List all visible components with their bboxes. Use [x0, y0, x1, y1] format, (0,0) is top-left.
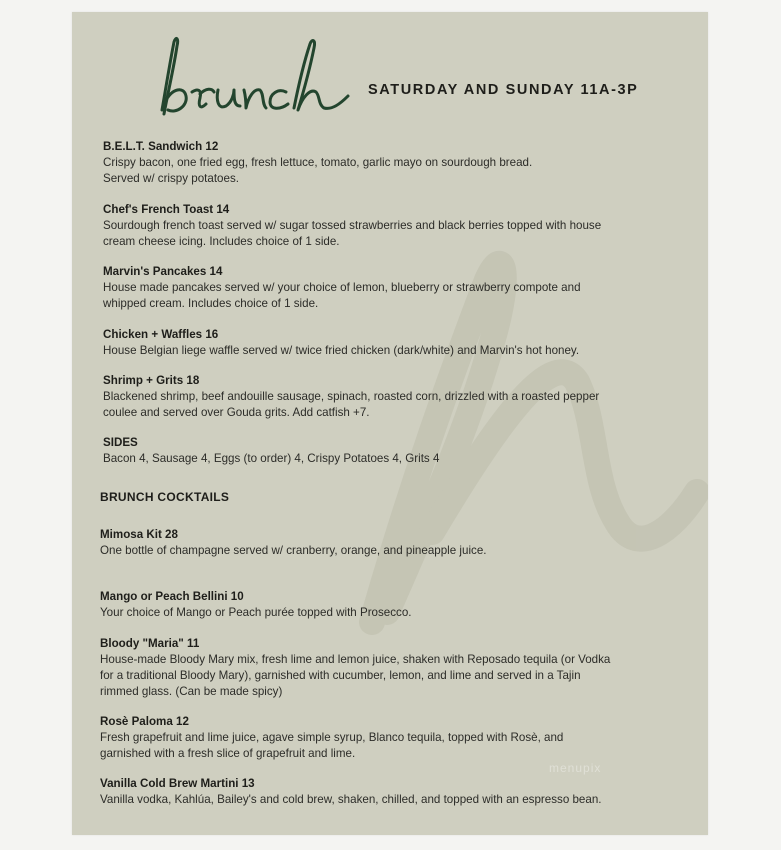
item-title: Marvin's Pancakes 14	[103, 265, 223, 278]
menu-item	[103, 202, 693, 250]
item-description: House-made Bloody Mary mix, fresh lime and lemon juice, shaken with Reposado tequila (or Vodka for a traditional Bloody Mary), garnished with cucumber, lemon, and lime and served in a Tajin rimmed glass. (Can be made spicy)	[100, 653, 611, 698]
item-description: House Belgian liege waffle served w/ twice fried chicken (dark/white) and Marvin's hot honey.	[103, 344, 580, 357]
menu-item	[103, 264, 693, 312]
menu-item	[103, 327, 693, 359]
cocktail-item	[100, 636, 690, 700]
item-description: Fresh grapefruit and lime juice, agave simple syrup, Blanco tequila, topped with Rosè, and garnished with a fresh slice of grapefruit and lime.	[100, 731, 564, 760]
item-title: Chicken + Waffles 16	[103, 328, 219, 341]
item-description: Vanilla vodka, Kahlúa, Bailey's and cold brew, shaken, chilled, and topped with an espresso bean.	[100, 793, 602, 806]
sides-title: SIDES	[103, 436, 138, 449]
item-description: Your choice of Mango or Peach purée topped with Prosecco.	[100, 606, 412, 619]
item-description: Sourdough french toast served w/ sugar tossed strawberries and black berries topped with house cream cheese icing. Includes choice of 1 side.	[103, 219, 602, 248]
item-description: Blackened shrimp, beef andouille sausage, spinach, roasted corn, drizzled with a roasted pepper coulee and served over Gouda grits. Add catfish +7.	[103, 390, 600, 419]
item-title: Vanilla Cold Brew Martini 13	[100, 777, 255, 790]
sides-description: Bacon 4, Sausage 4, Eggs (to order) 4, Crispy Potatoes 4, Grits 4	[103, 452, 440, 465]
hours-heading: SATURDAY AND SUNDAY 11A-3P	[368, 82, 639, 98]
brunch-script-logo	[148, 32, 358, 132]
item-title: Shrimp + Grits 18	[103, 374, 200, 387]
item-description: One bottle of champagne served w/ cranberry, orange, and pineapple juice.	[100, 544, 487, 557]
sides-section	[103, 435, 693, 467]
item-title: Rosè Paloma 12	[100, 715, 189, 728]
cocktails-heading: BRUNCH COCKTAILS	[100, 490, 230, 504]
menu-item	[103, 139, 693, 187]
watermark-text: menupix	[549, 761, 602, 775]
cocktail-item	[100, 776, 690, 808]
item-title: Chef's French Toast 14	[103, 203, 230, 216]
item-title: Bloody "Maria" 11	[100, 637, 200, 650]
cocktail-item	[100, 527, 690, 559]
item-title: B.E.L.T. Sandwich 12	[103, 140, 219, 153]
menu-page	[72, 12, 708, 835]
item-title: Mango or Peach Bellini 10	[100, 590, 244, 603]
monogram-watermark	[72, 12, 708, 835]
item-title: Mimosa Kit 28	[100, 528, 178, 541]
menu-item	[103, 373, 693, 421]
item-description: House made pancakes served w/ your choice of lemon, blueberry or strawberry compote and whipped cream. Includes choice of 1 side.	[103, 281, 581, 310]
cocktail-item	[100, 589, 690, 621]
cocktail-item	[100, 714, 690, 762]
item-description: Crispy bacon, one fried egg, fresh lettuce, tomato, garlic mayo on sourdough bread. Served w/ crispy potatoes.	[103, 156, 533, 185]
